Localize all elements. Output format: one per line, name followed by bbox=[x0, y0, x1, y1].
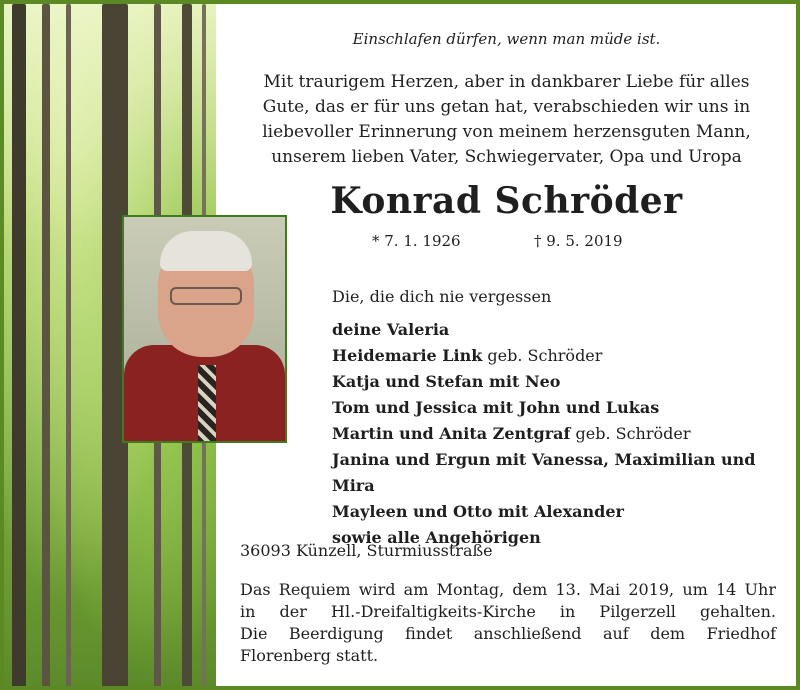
family-member: Mayleen und Otto mit Alexander bbox=[332, 502, 624, 521]
family-list bbox=[332, 317, 794, 551]
grief-line: Die, die dich nie vergessen bbox=[332, 287, 552, 306]
family-member: Katja und Stefan mit Neo bbox=[332, 372, 561, 391]
tree-trunk bbox=[42, 4, 50, 690]
family-member: deine Valeria bbox=[332, 320, 450, 339]
service-line: Florenberg statt. bbox=[240, 646, 379, 665]
death-date: † 9. 5. 2019 bbox=[534, 232, 623, 250]
intro-line: Gute, das er für uns getan hat, verabschieden wir uns in bbox=[262, 97, 751, 117]
family-member: Martin und Anita Zentgraf geb. Schröder bbox=[332, 424, 691, 443]
tree-trunk bbox=[66, 4, 71, 690]
service-info bbox=[240, 579, 776, 667]
address: 36093 Künzell, Sturmiusstraße bbox=[240, 541, 493, 560]
family-member: Tom und Jessica mit John und Lukas bbox=[332, 398, 660, 417]
portrait-photo bbox=[122, 215, 287, 443]
service-line: in der Hl.-Dreifaltigkeits-Kirche in Pilgerzell gehalten. bbox=[240, 602, 776, 621]
family-member: sowie alle Angehörigen bbox=[332, 528, 541, 547]
birth-date: * 7. 1. 1926 bbox=[372, 232, 461, 250]
family-member: Janina und Ergun mit Vanessa, Maximilian und Mira bbox=[332, 450, 756, 495]
service-line: Das Requiem wird am Montag, dem 13. Mai 2019, um 14 Uhr bbox=[240, 580, 776, 599]
intro-line: unserem lieben Vater, Schwiegervater, Opa und Uropa bbox=[271, 147, 742, 167]
deceased-name: Konrad Schröder bbox=[330, 180, 683, 222]
motto: Einschlafen dürfen, wenn man müde ist. bbox=[352, 30, 661, 48]
intro-line: Mit traurigem Herzen, aber in dankbarer Liebe für alles bbox=[263, 72, 750, 92]
service-line: Die Beerdigung findet anschließend auf dem Friedhof bbox=[240, 624, 776, 643]
tree-trunk bbox=[12, 4, 26, 690]
intro-text bbox=[234, 70, 779, 170]
intro-line: liebevoller Erinnerung von meinem herzensguten Mann, bbox=[262, 122, 751, 142]
family-member: Heidemarie Link geb. Schröder bbox=[332, 346, 603, 365]
